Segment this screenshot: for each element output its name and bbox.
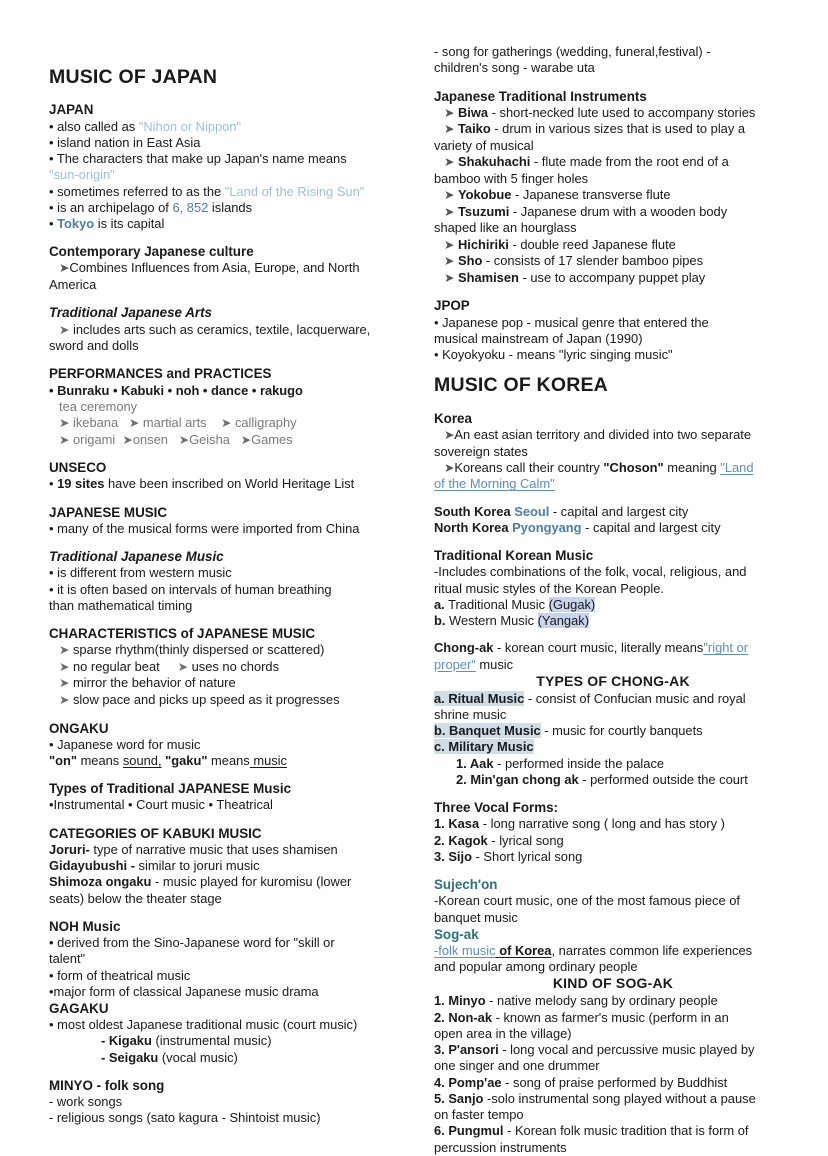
vocal-form-item: [434, 833, 792, 849]
instrument-name-tsuzumi: Tsuzumi: [457, 203, 510, 219]
arrow-bullet-icon: ➤: [59, 432, 70, 447]
sogak-minyo-desc: - native melody sang by ordinary people: [485, 993, 718, 1009]
unseco-bullet-rest: have been inscribed on World Heritage List: [104, 476, 355, 492]
sogak-kind-cont: on faster tempo: [434, 1107, 524, 1123]
gagaku-sub-seigaku: [49, 1050, 401, 1066]
instrument-desc-sho: - consists of 17 slender bamboo pipes: [482, 253, 704, 269]
yangak-highlight: (Yangak): [537, 613, 589, 629]
heading-japan: JAPAN: [49, 102, 94, 118]
instrument-name-shakuhachi: Shakuhachi: [457, 154, 531, 170]
arrow-bullet-icon: ➤: [122, 432, 133, 447]
japan-b6-post: is its capital: [94, 216, 165, 232]
instrument-row: [434, 121, 792, 138]
arrow-bullet-icon: ➤: [220, 416, 232, 431]
instrument-name-taiko: Taiko: [457, 121, 491, 137]
traditional-korean-item-a: [434, 597, 792, 613]
arrow-bullet-icon: ➤: [444, 427, 455, 442]
traditional-arts-line-1: [49, 322, 401, 339]
korea-i2-pre: Koreans call their country: [454, 459, 604, 475]
japan-b4-blue: "Land of the Rising Sun": [224, 183, 365, 199]
characteristic-1-text: sparse rhythm(thinly dispersed or scattered): [72, 642, 325, 658]
japan-bullet-5: [49, 200, 401, 216]
arrow-bullet-icon: ➤: [444, 204, 455, 219]
ritual-music-highlight: a. Ritual Music: [434, 690, 525, 706]
traditional-korean-l2: ritual music styles of the Korean People.: [434, 580, 664, 596]
instrument-desc-shakuhachi: - flute made from the root end of a: [530, 154, 729, 170]
performances-tea-ceremony: tea ceremony: [59, 398, 138, 414]
sujechon-l2: banquet music: [434, 909, 518, 925]
south-korea-label: South Korea: [434, 503, 515, 519]
noh-b1: • derived from the Sino-Japanese word for "skill or: [49, 935, 335, 951]
vocal-form-kasa-term: 1. Kasa: [434, 816, 480, 832]
instrument-desc-cont: variety of musical: [434, 137, 534, 153]
sogak-sanjo-desc: -solo instrumental song played without a pause: [483, 1090, 756, 1106]
ongaku-music-underline: music: [249, 753, 287, 769]
page-title-music-of-japan: MUSIC OF JAPAN: [49, 66, 218, 88]
japan-bullet-4: [49, 184, 401, 200]
kabuki-shimoza-term: Shimoza ongaku: [49, 874, 152, 890]
characteristic-2a-text: no regular beat: [72, 658, 160, 674]
performance-item-onsen: onsen: [132, 431, 168, 447]
japan-b6-tokyo: Tokyo: [57, 216, 95, 232]
sujechon-l1: -Korean court music, one of the most famous piece of: [434, 893, 740, 909]
characteristic-3: [49, 675, 401, 692]
sogak-folk-music-link: -folk music: [434, 942, 496, 958]
contemporary-line-1: [49, 260, 401, 277]
chongak-definition: [434, 640, 792, 656]
heading-gagaku: GAGAKU: [49, 1001, 109, 1017]
kabuki-joruri-term: Joruri-: [49, 841, 90, 857]
noh-b1b: talent": [49, 951, 86, 967]
performance-item-games: Games: [251, 431, 293, 447]
vocal-form-item: [434, 849, 792, 865]
contemporary-line-1-text: Combines Influences from Asia, Europe, and North: [69, 260, 360, 276]
mingan-term: 2. Min'gan chong ak: [456, 771, 579, 787]
sogak-minyo-term: 1. Minyo: [434, 993, 486, 1009]
instrument-desc-shamisen: - use to accompany puppet play: [518, 269, 706, 285]
arrow-bullet-icon: ➤: [444, 237, 455, 252]
instrument-name-shamisen: Shamisen: [457, 269, 519, 285]
sogak-kind-item: [434, 1091, 792, 1107]
chongak-right-proper-link-2: proper": [434, 656, 476, 672]
chongak-term: Chong-ak: [434, 640, 494, 656]
arrow-bullet-icon: ➤: [240, 432, 252, 447]
gagaku-seigaku-desc: (vocal music): [158, 1049, 238, 1065]
types-traditional-line: •Instrumental • Court music • Theatrical: [49, 797, 273, 813]
instrument-desc-cont: bamboo with 5 finger holes: [434, 170, 589, 186]
mingan-desc: - performed outside the court: [578, 771, 748, 787]
gagaku-seigaku-term: - Seigaku: [101, 1049, 159, 1065]
minyo-cont-l1: - song for gatherings (wedding, funeral,festival) -: [434, 44, 711, 59]
japan-b4-pre: • sometimes referred to as the: [49, 183, 225, 199]
heading-japanese-traditional-instruments: Japanese Traditional Instruments: [434, 88, 647, 104]
sogak-pompae-desc: - song of praise performed by Buddhist: [501, 1074, 728, 1090]
instrument-row: [434, 270, 792, 287]
gagaku-kigaku-term: - Kigaku: [101, 1033, 152, 1049]
item-a-marker: a.: [434, 596, 445, 612]
instrument-name-biwa: Biwa: [457, 104, 489, 120]
gagaku-sub-kigaku: [49, 1033, 401, 1049]
instrument-row: [434, 237, 792, 254]
japan-b1-blue: "Nihon or Nippon": [138, 118, 242, 134]
korea-i1: [434, 427, 792, 444]
traditional-music-b1: • is different from western music: [49, 565, 232, 581]
heading-unseco: UNSECO: [49, 460, 107, 476]
chongak-type-a: [434, 691, 792, 707]
japan-bullet-6: • Tokyo is its capital: [49, 216, 165, 232]
instrument-name-hichiriki: Hichiriki: [457, 236, 509, 252]
contemporary-line-2: America: [49, 277, 97, 293]
heading-traditional-japanese-music: Traditional Japanese Music: [49, 549, 224, 565]
instrument-row: [434, 204, 792, 221]
sogak-pungmul-desc: - Korean folk music tradition that is form of: [503, 1123, 749, 1139]
chongak-sub-mingan: [434, 772, 792, 788]
jpop-b2: • Koyokyoku - means "lyric singing music": [434, 347, 673, 363]
vocal-form-kagok-term: 2. Kagok: [434, 832, 488, 848]
sogak-kind-item: [434, 1010, 792, 1026]
noh-b3: •major form of classical Japanese music drama: [49, 983, 319, 999]
arrow-bullet-icon: ➤: [59, 261, 70, 276]
heading-traditional-korean-music: Traditional Korean Music: [434, 548, 594, 564]
banquet-music-desc: - music for courtly banquets: [540, 723, 703, 739]
gagaku-b1: • most oldest Japanese traditional music (court music): [49, 1017, 358, 1033]
chongak-tail: music: [475, 656, 514, 672]
ongaku-on-term: "on": [49, 753, 77, 769]
military-music-highlight: c. Military Music: [434, 739, 534, 755]
performance-item-calligraphy: calligraphy: [234, 415, 297, 431]
korea-i1-text: An east asian territory and divided into two separate: [454, 426, 752, 442]
page-title-music-of-korea: MUSIC OF KOREA: [434, 374, 608, 397]
sogak-kind-cont: one singer and one drummer: [434, 1058, 600, 1074]
instrument-row: [434, 154, 792, 171]
sogak-pompae-term: 4. Pomp'ae: [434, 1074, 502, 1090]
heading-japanese-music: JAPANESE MUSIC: [49, 504, 168, 520]
ongaku-b2-p4: means: [207, 753, 250, 769]
kabuki-gidayubushi-desc: similar to joruri music: [134, 858, 260, 874]
aak-desc: - performed inside the palace: [493, 755, 665, 771]
traditional-korean-l1: -Includes combinations of the folk, vocal, religious, and: [434, 564, 747, 580]
ongaku-gaku-term: "gaku": [161, 753, 208, 769]
sogak-kind-cont: percussion instruments: [434, 1139, 567, 1155]
traditional-music-b2: • it is often based on intervals of human breathing: [49, 581, 332, 597]
instrument-name-yokobue: Yokobue: [457, 187, 512, 203]
gugak-highlight: (Gugak): [548, 596, 596, 612]
arrow-bullet-icon: ➤: [59, 676, 70, 691]
instrument-desc-taiko: - drum in various sizes that is used to play a: [490, 121, 746, 137]
arrow-bullet-icon: ➤: [59, 659, 70, 674]
sogak-l2: and popular among ordinary people: [434, 959, 638, 975]
kabuki-joruri-desc: type of narrative music that uses shamisen: [89, 841, 338, 857]
heading-traditional-japanese-arts: Traditional Japanese Arts: [49, 305, 212, 321]
vocal-form-kagok-desc: - lyrical song: [487, 832, 564, 848]
jpop-b1: • Japanese pop - musical genre that entered the: [434, 314, 709, 330]
chongak-type-a-cont: shrine music: [434, 706, 507, 722]
heading-categories-kabuki-music: CATEGORIES OF KABUKI MUSIC: [49, 825, 262, 841]
sogak-of-korea-underline: of Korea: [495, 942, 552, 958]
instrument-row: [434, 105, 792, 122]
arrow-bullet-icon: ➤: [128, 416, 140, 431]
ritual-music-desc: - consist of Confucian music and royal: [524, 690, 746, 706]
sogak-nonak-desc: - known as farmer's music (perform in an: [492, 1009, 729, 1025]
traditional-music-b2b: than mathematical timing: [49, 597, 193, 613]
north-korea-desc: - capital and largest city: [581, 519, 721, 535]
heading-noh-music: NOH Music: [49, 918, 121, 934]
sogak-sanjo-term: 5. Sanjo: [434, 1090, 484, 1106]
performance-item-ikebana: ikebana: [72, 415, 119, 431]
instrument-desc-biwa: - short-necked lute used to accompany stories: [488, 104, 756, 120]
arrow-bullet-icon: ➤: [444, 254, 455, 269]
south-korea-capital: [434, 504, 792, 520]
left-column: [49, 0, 401, 1127]
north-korea-city: Pyongyang: [512, 519, 582, 535]
chongak-type-c: [434, 739, 792, 755]
traditional-korean-item-b: [434, 613, 792, 629]
japan-b1-pre: • also called as: [49, 118, 139, 134]
characteristic-4: [49, 692, 401, 709]
sogak-rest: , narrates common life experiences: [551, 942, 753, 958]
korea-morning-calm-link-2: of the Morning Calm": [434, 476, 555, 492]
ongaku-b2-p2: means: [76, 753, 123, 769]
heading-kind-of-sogak: KIND OF SOG-AK: [552, 975, 674, 992]
korea-i1b: sovereign states: [434, 443, 528, 459]
vocal-form-kasa-desc: - long narrative song ( long and has story ): [479, 816, 725, 832]
instrument-desc-hichiriki: - double reed Japanese flute: [508, 236, 676, 252]
arrow-bullet-icon: ➤: [444, 105, 455, 120]
gagaku-kigaku-desc: (instrumental music): [151, 1033, 272, 1049]
item-a-text: Traditional Music: [444, 596, 549, 612]
heading-sogak: Sog-ak: [434, 926, 479, 942]
heading-types-of-chongak: TYPES OF CHONG-AK: [536, 672, 690, 689]
north-korea-capital: [434, 520, 792, 536]
kabuki-item-joruri: [49, 842, 401, 858]
performances-row-1: [49, 415, 401, 432]
ongaku-b1: • Japanese word for music: [49, 736, 201, 752]
kabuki-gidayubushi-term: Gidayubushi -: [49, 858, 135, 874]
north-korea-label: North Korea: [434, 519, 513, 535]
sogak-kind-item: [434, 1123, 792, 1139]
arrow-bullet-icon: ➤: [444, 270, 455, 285]
japan-bullet-2: • island nation in East Asia: [49, 134, 201, 150]
heading-three-vocal-forms: Three Vocal Forms:: [434, 800, 559, 816]
instrument-desc-cont: shaped like an hourglass: [434, 220, 577, 236]
characteristic-4-text: slow pace and picks up speed as it progresses: [72, 692, 340, 708]
sogak-pansori-term: 3. P'ansori: [434, 1042, 499, 1058]
sogak-nonak-term: 2. Non-ak: [434, 1009, 493, 1025]
japanese-music-bullet: • many of the musical forms were imported from China: [49, 520, 360, 536]
sogak-definition: [434, 943, 792, 959]
traditional-arts-line-2: sword and dolls: [49, 338, 139, 354]
vocal-form-sijo-term: 3. Sijo: [434, 848, 472, 864]
kabuki-item-shimoza-cont: seats) below the theater stage: [49, 890, 222, 906]
arrow-bullet-icon: ➤: [444, 188, 455, 203]
vocal-form-item: [434, 816, 792, 832]
heading-contemporary-culture: Contemporary Japanese culture: [49, 244, 254, 260]
south-korea-desc: - capital and largest city: [549, 503, 689, 519]
arrow-bullet-icon: ➤: [59, 322, 70, 337]
jpop-b1b: musical mainstream of Japan (1990): [434, 330, 643, 346]
sogak-kind-item: [434, 1042, 792, 1058]
instrument-row: [434, 253, 792, 270]
instrument-row: [434, 187, 792, 204]
chongak-type-b: [434, 723, 792, 739]
minyo-b1: - work songs: [49, 1094, 123, 1110]
south-korea-city: Seoul: [514, 503, 550, 519]
performance-item-origami: origami: [72, 431, 116, 447]
arrow-bullet-icon: ➤: [444, 155, 455, 170]
item-b-marker: b.: [434, 613, 446, 629]
sogak-pansori-desc: - long vocal and percussive music played by: [498, 1042, 755, 1058]
characteristic-2b-text: uses no chords: [191, 658, 280, 674]
korea-morning-calm-link-1: "Land: [720, 459, 754, 475]
arrow-bullet-icon: ➤: [444, 122, 455, 137]
sogak-kind-item: [434, 993, 792, 1009]
heading-korea: Korea: [434, 410, 472, 426]
korea-i2: [434, 460, 792, 477]
kabuki-shimoza-desc: - music played for kuromisu (lower: [151, 874, 352, 890]
ongaku-sound-underline: sound,: [122, 753, 162, 769]
japan-bullet-1: [49, 119, 401, 135]
heading-minyo: MINYO - folk song: [49, 1077, 165, 1093]
unseco-site-count: 19 sites: [57, 476, 105, 492]
performances-row-2: [49, 432, 401, 449]
arrow-bullet-icon: ➤: [59, 416, 70, 431]
sogak-pungmul-term: 6. Pungmul: [434, 1123, 504, 1139]
right-column: [434, 0, 792, 1156]
heading-jpop: JPOP: [434, 298, 470, 314]
characteristic-1: [49, 642, 401, 659]
chongak-sub-aak: [434, 756, 792, 772]
ongaku-b2: [49, 753, 401, 769]
instrument-desc-yokobue: - Japanese transverse flute: [511, 187, 671, 203]
performance-item-geisha: Geisha: [189, 431, 230, 447]
aak-term: 1. Aak: [456, 755, 494, 771]
heading-types-traditional-japanese-music: Types of Traditional JAPANESE Music: [49, 781, 292, 797]
instrument-desc-tsuzumi: - Japanese drum with a wooden body: [509, 203, 728, 219]
banquet-music-highlight: b. Banquet Music: [434, 723, 541, 739]
performance-item-martial-arts: martial arts: [142, 415, 207, 431]
chongak-right-proper-link-1: "right or: [703, 640, 749, 656]
arrow-bullet-icon: ➤: [59, 693, 70, 708]
heading-sujechon: Sujech'on: [434, 877, 498, 893]
noh-b2: • form of theatrical music: [49, 967, 191, 983]
instrument-name-sho: Sho: [457, 253, 483, 269]
arrow-bullet-icon: ➤: [444, 460, 455, 475]
chongak-definition-cont: [434, 657, 792, 673]
performances-bullets: • Bunraku • Kabuki • noh • dance • rakugo: [49, 382, 303, 398]
chongak-desc: - korean court music, literally means: [493, 640, 704, 656]
minyo-b2: - religious songs (sato kagura - Shintoist music): [49, 1110, 321, 1126]
korea-i2-mid: meaning: [663, 459, 721, 475]
sogak-kind-cont: open area in the village): [434, 1025, 572, 1041]
japan-bullet-3: • The characters that make up Japan's name means: [49, 151, 347, 167]
traditional-arts-line-1-text: includes arts such as ceramics, textile, lacquerware,: [72, 321, 371, 337]
heading-ongaku: ONGAKU: [49, 720, 109, 736]
vocal-form-sijo-desc: - Short lyrical song: [471, 848, 583, 864]
japan-bullet-3-blue: "sun-origin": [49, 167, 115, 183]
korea-choson-term: "Choson": [603, 459, 664, 475]
item-b-text: Western Music: [445, 613, 538, 629]
heading-characteristics: CHARACTERISTICS of JAPANESE MUSIC: [49, 626, 316, 642]
heading-performances-practices: PERFORMANCES and PRACTICES: [49, 366, 272, 382]
arrow-bullet-icon: ➤: [178, 432, 190, 447]
kabuki-item-gidayubushi: [49, 858, 401, 874]
arrow-bullet-icon: ➤: [177, 659, 189, 674]
japan-b5-post: islands: [208, 199, 253, 215]
minyo-cont-l2: children's song - warabe uta: [434, 60, 595, 76]
kabuki-item-shimoza: [49, 874, 401, 890]
japan-b5-number: 6, 852: [172, 199, 209, 215]
arrow-bullet-icon: ➤: [59, 643, 70, 658]
characteristic-3-text: mirror the behavior of nature: [72, 675, 236, 691]
sogak-kind-item: [434, 1075, 792, 1091]
unseco-bullet: • 19 sites have been inscribed on World Heritage List: [49, 476, 355, 492]
characteristic-2: [49, 659, 401, 676]
japan-b5-pre: • is an archipelago of: [49, 199, 173, 215]
